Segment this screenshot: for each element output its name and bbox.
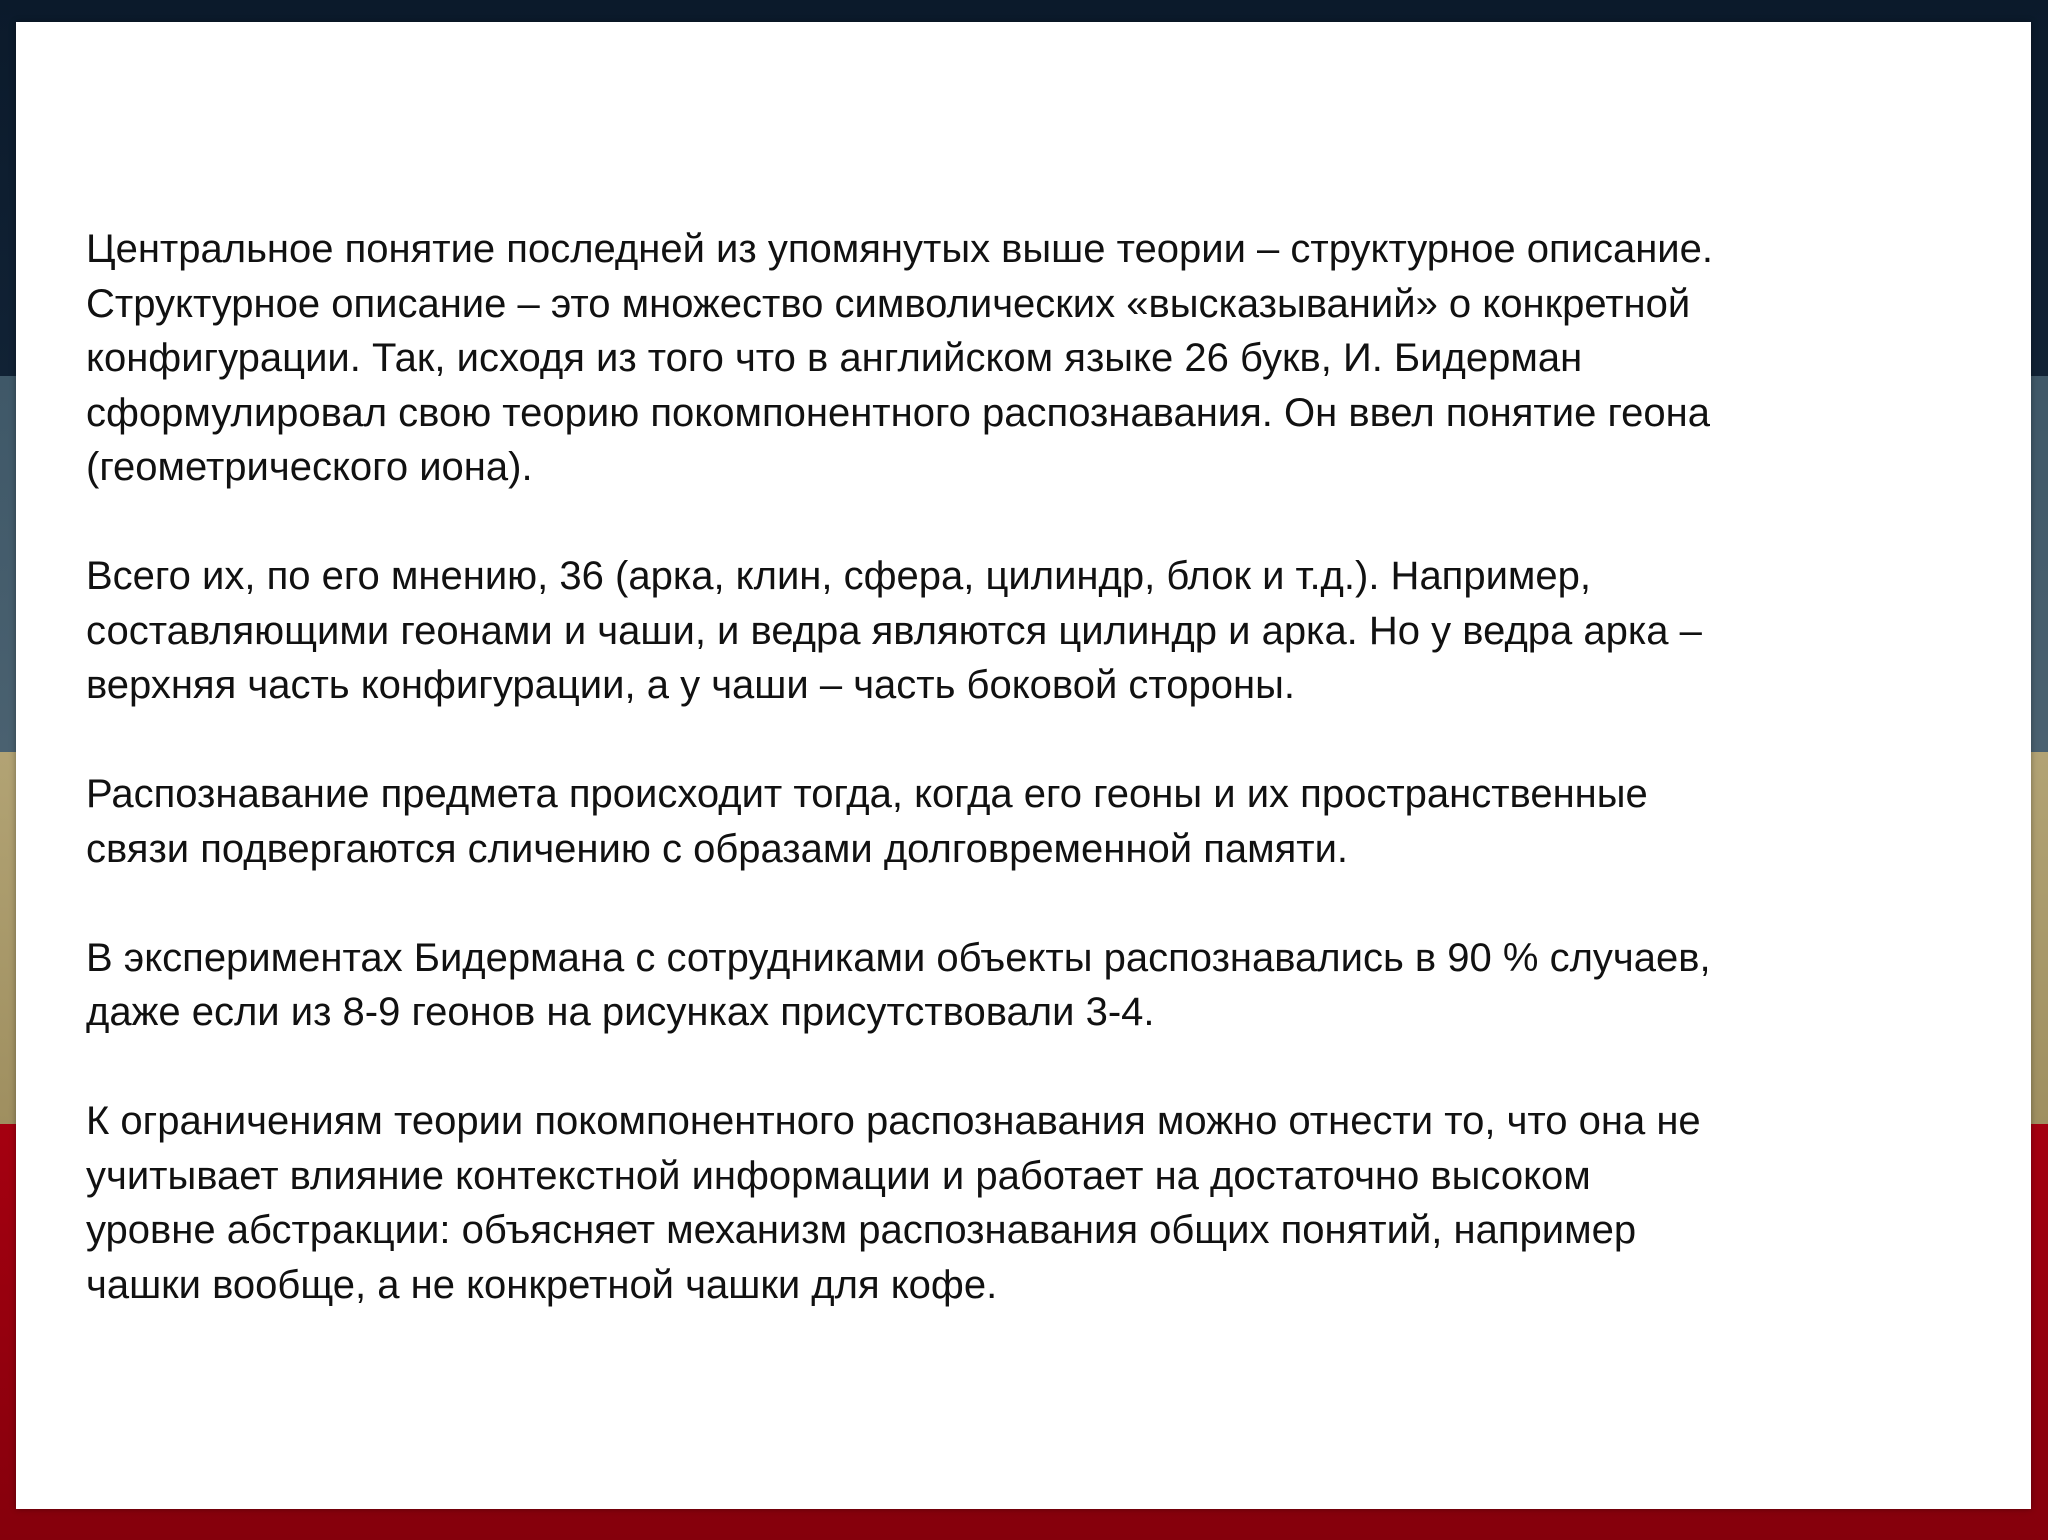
paragraph-structural-description: Центральное понятие последней из упомянутых выше теории – структурное описание. Структурное описание – это множество символических «высказываний» о конкретной конфигурации. Так, исходя из того что в английском языке 26 букв, И. Бидерман сформулировал свою теорию покомпонентного распознавания. Он ввел понятие геона (геометрического иона). <box>86 227 1714 489</box>
paragraph-geon-count: Всего их, по его мнению, 36 (арка, клин, сфера, цилиндр, блок и т.д.). Например, составляющими геонами и чаши, и ведра являются цилиндр и арка. Но у ведра арка – верхняя часть конфигурации, а у чаши – часть боковой стороны. <box>86 554 1702 707</box>
slide-text-body <box>86 222 1986 1367</box>
paragraph-limitations: К ограничениям теории покомпонентного распознавания можно отнести то, что она не учитывает влияние контекстной информации и работает на достаточно высоком уровне абстракции: объясняет механизм распознавания общих понятий, например чашки вообще, а не конкретной чашки для кофе. <box>86 1099 1701 1307</box>
slide-page <box>16 22 2031 1509</box>
paragraph-experiments: В экспериментах Бидермана с сотрудниками объекты распознавались в 90 % случаев, даже если из 8-9 геонов на рисунках присутствовали 3-4. <box>86 935 1711 1034</box>
paragraph-recognition: Распознавание предмета происходит тогда, когда его геоны и их пространственные связи подвергаются сличению с образами долговременной памяти. <box>86 772 1648 871</box>
